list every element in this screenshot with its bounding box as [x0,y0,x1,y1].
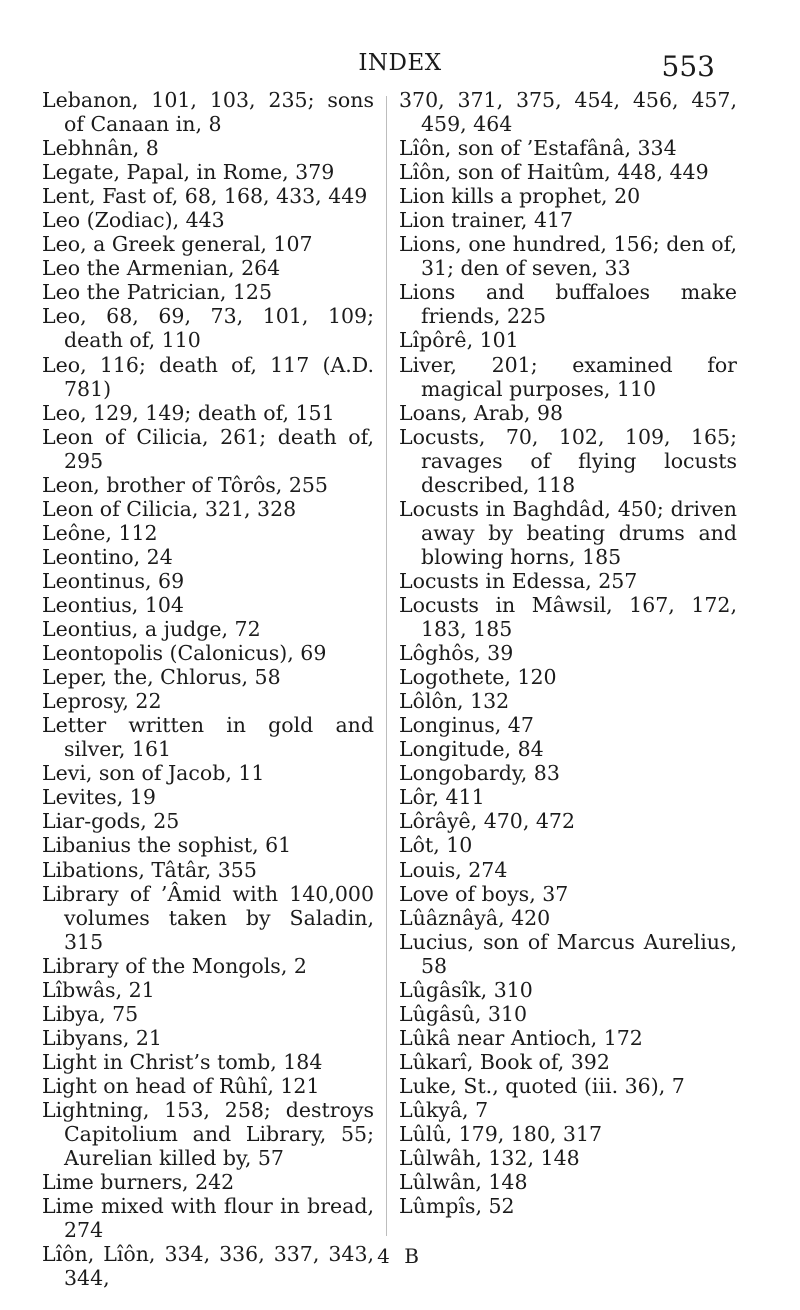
index-entry: Leo, 129, 149; death of, 151 [42,400,335,425]
column-divider [386,96,387,1236]
index-entry: Lûkarî, Book of, 392 [399,1049,610,1074]
signature-mark: 4 B [377,1244,423,1268]
index-entry: Lîôn, son of ’Estafânâ, 334 [399,136,677,161]
index-entry: Leon of Cilicia, 261; death of, 295 [42,424,374,473]
index-entry: Lîpôrê, 101 [399,328,519,353]
index-entry: Lûgâsîk, 310 [399,977,533,1002]
index-entry: Locusts in Mâwsil, 167, 172, 183, 185 [399,592,737,642]
index-entry: Lôr, 411 [399,785,485,810]
index-entry: Libya, 75 [42,1001,139,1026]
page-header [0,48,800,88]
index-entry: Lîôn, Lîôn, 334, 336, 337, 343, 344, [42,1242,374,1291]
index-entry: Liver, 201; examined for magical purposes, 110 [399,352,737,401]
index-entry: Lime burners, 242 [42,1170,235,1195]
index-entry: Light on head of Rûhî, 121 [42,1073,320,1098]
index-entry: Letter written in gold and silver, 161 [42,713,374,762]
index-entry: Library of the Mongols, 2 [42,953,307,978]
index-entry: Lôghôs, 39 [399,641,514,666]
index-entry: Leo, 116; death of, 117 (A.D. 781) [42,352,374,401]
index-entry: Light in Christ’s tomb, 184 [42,1049,323,1074]
index-column-right [399,88,737,1218]
index-entry: Lûgâsû, 310 [399,1001,528,1026]
index-entry: Lions and buffaloes make friends, 225 [399,280,737,329]
index-entry: Lûlwân, 148 [399,1170,528,1195]
index-entry: Lûkâ near Antioch, 172 [399,1025,643,1050]
index-entry: Libanius the sophist, 61 [42,833,292,858]
index-entry: 370, 371, 375, 454, 456, 457, 459, 464 [399,88,737,137]
index-entry: Lûlû, 179, 180, 317 [399,1122,603,1147]
index-entry: Lûlwâh, 132, 148 [399,1146,580,1171]
index-entry: Lightning, 153, 258; destroys Capitolium and Library, 55; Aurelian killed by, 57 [42,1097,374,1171]
index-entry: Leon, brother of Tôrôs, 255 [42,472,328,497]
index-entry: Legate, Papal, in Rome, 379 [42,160,335,185]
index-entry: Leper, the, Chlorus, 58 [42,665,281,690]
index-entry: Libyans, 21 [42,1025,162,1050]
index-entry: Lôt, 10 [399,833,473,858]
index-entry: Lûâznâyâ, 420 [399,905,551,930]
index-entry: Lucius, son of Marcus Aurelius, 58 [399,929,737,978]
index-entry: Lions, one hundred, 156; den of, 31; den of seven, 33 [399,232,737,281]
index-entry: Lent, Fast of, 68, 168, 433, 449 [42,184,368,209]
index-entry: Liar-gods, 25 [42,809,180,834]
page-number: 553 [661,50,715,83]
index-entry: Lebhnân, 8 [42,136,159,161]
running-title: INDEX [358,50,442,76]
index-entry: Leontinus, 69 [42,568,185,593]
index-entry: Levites, 19 [42,785,156,810]
index-entry: Libations, Tâtâr, 355 [42,857,257,882]
index-entry: Luke, St., quoted (iii. 36), 7 [399,1073,685,1098]
index-entry: Lîbwâs, 21 [42,977,155,1002]
index-entry: Leontino, 24 [42,544,173,569]
index-entry: Lion trainer, 417 [399,208,574,233]
index-entry: Love of boys, 37 [399,881,569,906]
index-entry: Leontius, a judge, 72 [42,617,261,642]
index-entry: Loans, Arab, 98 [399,400,563,425]
index-entry: Leprosy, 22 [42,689,162,714]
index-entry: Lûkyâ, 7 [399,1097,489,1122]
index-entry: Louis, 274 [399,857,508,882]
index-entry: Locusts in Baghdâd, 450; driven away by beating drums and blowing horns, 185 [399,496,737,569]
index-entry: Leo (Zodiac), 443 [42,208,225,233]
index-entry: Leo the Patrician, 125 [42,280,273,305]
index-column-left [42,88,374,1290]
index-entry: Levi, son of Jacob, 11 [42,761,265,786]
index-entry: Leontius, 104 [42,592,184,617]
index-entry: Leontopolis (Calonicus), 69 [42,641,327,666]
index-entry: Leo the Armenian, 264 [42,256,281,281]
index-entry: Locusts, 70, 102, 109, 165; ravages of flying locusts described, 118 [399,424,737,497]
index-entry: Longobardy, 83 [399,761,560,786]
index-entry: Lion kills a prophet, 20 [399,184,641,209]
index-entry: Longitude, 84 [399,737,544,762]
index-entry: Lôlôn, 132 [399,689,510,714]
index-entry: Locusts in Edessa, 257 [399,568,638,593]
index-entry: Lîôn, son of Haitûm, 448, 449 [399,160,709,185]
index-entry: Lûmpîs, 52 [399,1194,515,1219]
index-entry: Leo, 68, 69, 73, 101, 109; death of, 110 [42,304,374,353]
index-entry: Logothete, 120 [399,665,557,690]
index-entry: Leo, a Greek general, 107 [42,232,313,257]
index-entry: Leon of Cilicia, 321, 328 [42,496,297,521]
index-entry: Lebanon, 101, 103, 235; sons of Canaan in, 8 [42,88,374,137]
index-entry: Lime mixed with flour in bread, 274 [42,1194,374,1243]
index-entry: Library of ’Âmid with 140,000 volumes taken by Saladin, 315 [42,881,374,954]
index-entry: Leône, 112 [42,520,158,545]
index-entry: Longinus, 47 [399,713,534,738]
index-entry: Lôrâyê, 470, 472 [399,809,576,834]
